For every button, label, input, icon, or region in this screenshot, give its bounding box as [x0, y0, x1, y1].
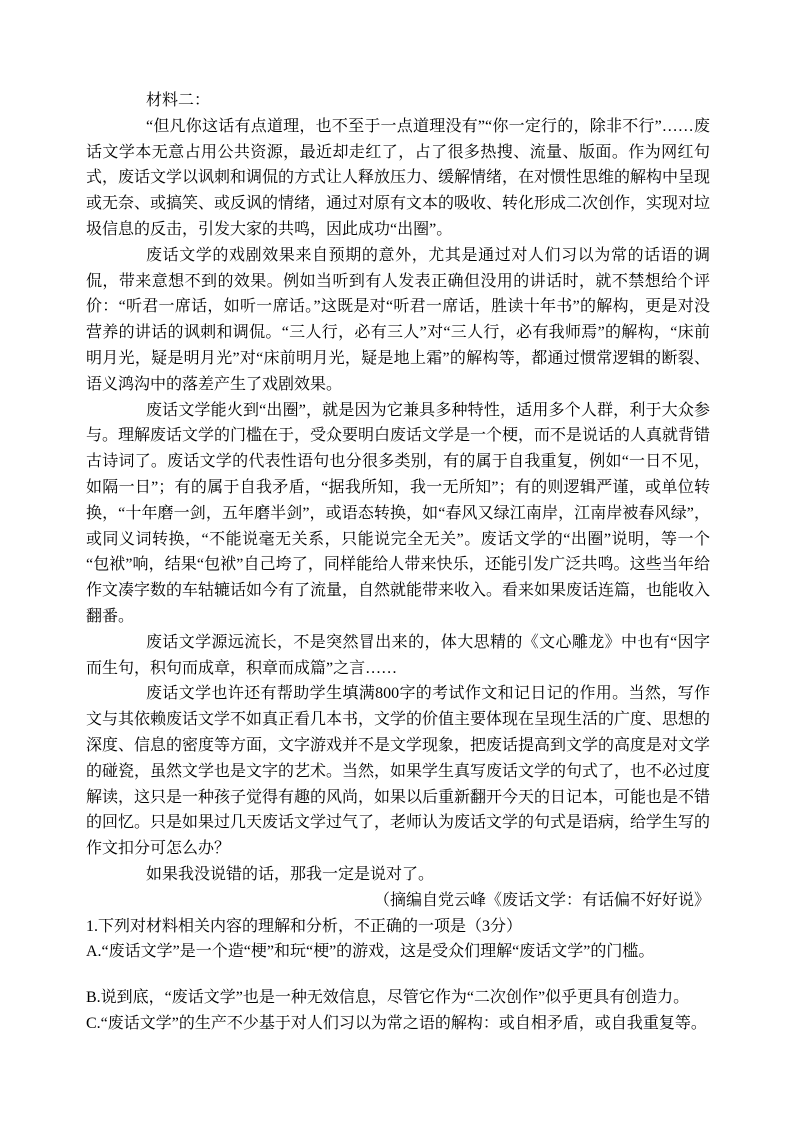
passage-paragraph-1: “但凡你这话有点道理，也不至于一点道理没有”“你一定行的，除非不行”……废话文学本无意占用公共资源，最近却走红了，占了很多热搜、流量、版面。作为网红句式，废话文学以讽刺和调侃的方式让人释放压力、缓解情绪，在对惯性思维的解构中呈现或无奈、或搞笑、或反讽的情绪，通过对原有文本的吸收、转化形成二次创作，实现对垃圾信息的反击，引发大家的共鸣，因此成功“出圈”。 [86, 117, 711, 238]
passage-paragraph-4: 废话文学源远流长，不是突然冒出来的，体大思精的《文心雕龙》中也有“因字而生句，积句而成章，积章而成篇”之言…… [86, 633, 710, 677]
passage-paragraph-6: 如果我没说错的话，那我一定是说对了。 [146, 865, 435, 883]
passage-paragraph-5: 废话文学也许还有帮助学生填满800字的考试作文和记日记的作用。当然，写作文与其依赖废话文学不如真正看几本书，文学的价值主要体现在呈现生活的广度、思想的深度、信息的密度等方面，文字游戏并不是文学现象，把废话提高到文学的高度是对文学的碰瓷，虽然文学也是文字的艺术。当然，如果学生真写废话文学的句式了，也不必过度解读，这只是一种孩子觉得有趣的风尚，如果以后重新翻开今天的日记本，可能也是不错的回忆。只是如果过几天废话文学过气了，老师认为废话文学的句式是语病，给学生写的作文扣分可怎么办？ [86, 685, 711, 858]
document-body [86, 88, 710, 1037]
question-1-option-b: B.说到底，“废话文学”也是一种无效信息，尽管它作为“二次创作”似乎更具有创造力。 [86, 989, 690, 1007]
question-1-option-c: C.“废话文学”的生产不少基于对人们习以为常之语的解构：或自相矛盾，或自我重复等。 [86, 1014, 707, 1032]
passage-paragraph-3: 废话文学能火到“出圈”，就是因为它兼具多种特性，适用多个人群，利于大众参与。理解废话文学的门槛在于，受众要明白废话文学是一个梗，而不是说话的人真就背错古诗词了。废话文学的代表性语句也分很多类别，有的属于自我重复，例如“一日不见，如隔一日”；有的属于自我矛盾，“据我所知，我一无所知”；有的则逻辑严谨，或单位转换，“十年磨一剑，五年磨半剑”，或语态转换，如“春风又绿江南岸，江南岸被春风绿”，或同义词转换，“不能说毫无关系，只能说完全无关”。废话文学的“出圈”说明，等一个“包袱”响，结果“包袱”自己垮了，同样能给人带来快乐，还能引发广泛共鸣。这些当年给作文凑字数的车轱辘话如今有了流量，自然就能带来收入。看来如果废话连篇，也能收入翻番。 [86, 401, 711, 625]
question-1-option-a: A.“废话文学”是一个造“梗”和玩“梗”的游戏，这是受众们理解“废话文学”的门槛。 [86, 943, 655, 961]
source-attribution: （摘编自党云峰《废话文学：有话偏不好好说》 [373, 891, 710, 909]
section-heading: 材料二： [146, 92, 211, 109]
question-1-stem: 1.下列对材料相关内容的理解和分析，不正确的一项是（3分） [86, 917, 523, 935]
passage-paragraph-2: 废话文学的戏剧效果来自预期的意外，尤其是通过对人们习以为常的话语的调侃，带来意想不到的效果。例如当听到有人发表正确但没用的讲话时，就不禁想给个评价：“听君一席话，如听一席话。”这既是对“听君一席话，胜读十年书”的解构，更是对没营养的讲话的讽刺和调侃。“三人行，必有三人”对“三人行，必有我师焉”的解构，“床前明月光，疑是明月光”对“床前明月光，疑是地上霜”的解构等，都通过惯常逻辑的断裂、语义鸿沟中的落差产生了戏剧效果。 [86, 246, 710, 393]
